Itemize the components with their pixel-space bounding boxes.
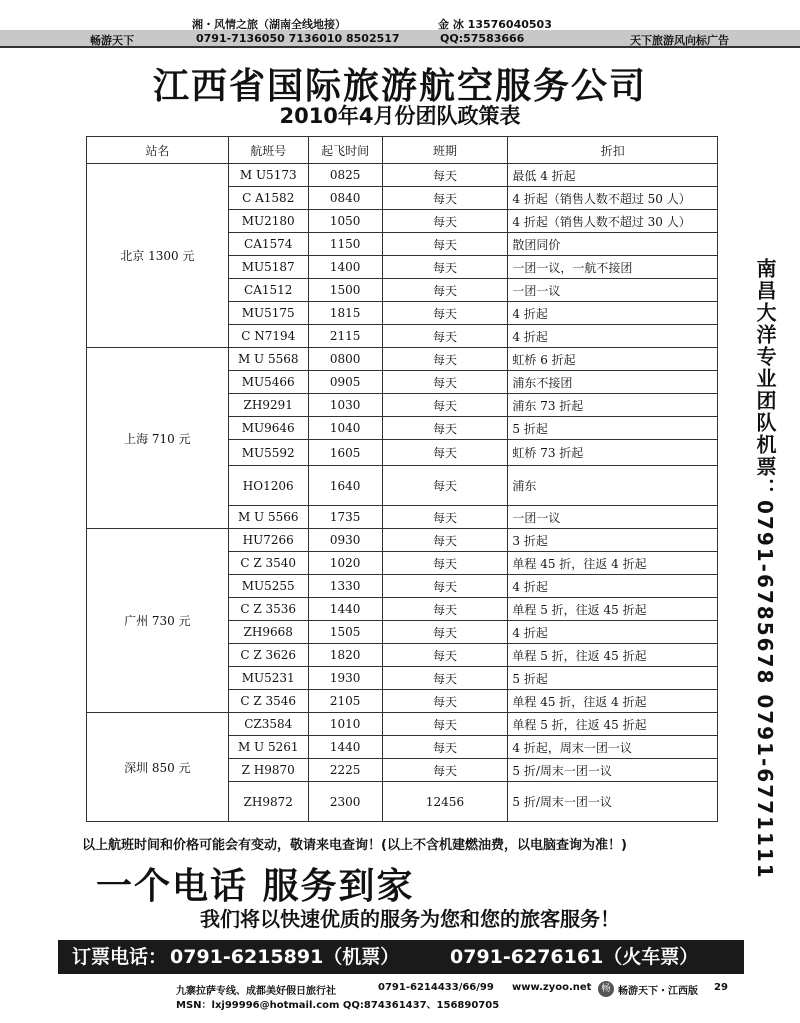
departure-time: 0905 bbox=[308, 371, 382, 394]
departure-time: 1050 bbox=[308, 210, 382, 233]
flight-number: M U 5566 bbox=[228, 506, 308, 529]
top-bar-contact: 金 冰 13576040503 bbox=[438, 18, 552, 31]
schedule-days: 每天 bbox=[382, 529, 508, 552]
footer-contact: MSN：lxj99996@hotmail.com QQ:874361437、156890705 bbox=[176, 1000, 500, 1011]
departure-time: 2225 bbox=[308, 759, 382, 782]
flight-number: ZH9872 bbox=[228, 782, 308, 822]
departure-time: 1440 bbox=[308, 736, 382, 759]
schedule-days: 每天 bbox=[382, 552, 508, 575]
departure-time: 1505 bbox=[308, 621, 382, 644]
discount-text: 4 折起（销售人数不超过 30 人） bbox=[508, 210, 718, 233]
departure-time: 1020 bbox=[308, 552, 382, 575]
table-row bbox=[87, 713, 718, 736]
flight-number: C Z 3536 bbox=[228, 598, 308, 621]
footer-website: www.zyoo.net bbox=[512, 982, 592, 993]
schedule-days: 每天 bbox=[382, 440, 508, 466]
schedule-days: 每天 bbox=[382, 302, 508, 325]
footer-phone: 0791-6214433/66/99 bbox=[378, 982, 494, 993]
discount-text: 5 折起 bbox=[508, 667, 718, 690]
schedule-days: 每天 bbox=[382, 644, 508, 667]
slogan-main: 一个电话 服务到家 bbox=[96, 866, 415, 907]
departure-time: 2300 bbox=[308, 782, 382, 822]
discount-text: 3 折起 bbox=[508, 529, 718, 552]
flight-number: MU5187 bbox=[228, 256, 308, 279]
departure-time: 1735 bbox=[308, 506, 382, 529]
discount-text: 单程 5 折，往返 45 折起 bbox=[508, 598, 718, 621]
discount-text: 散团同价 bbox=[508, 233, 718, 256]
departure-time: 0800 bbox=[308, 348, 382, 371]
schedule-days: 每天 bbox=[382, 210, 508, 233]
flight-number: MU5231 bbox=[228, 667, 308, 690]
flight-number: CA1512 bbox=[228, 279, 308, 302]
departure-time: 1440 bbox=[308, 598, 382, 621]
departure-time: 1500 bbox=[308, 279, 382, 302]
departure-time: 1930 bbox=[308, 667, 382, 690]
flight-number: MU5592 bbox=[228, 440, 308, 466]
table-body bbox=[87, 164, 718, 822]
schedule-days: 每天 bbox=[382, 759, 508, 782]
table-header-row bbox=[87, 137, 718, 164]
discount-text: 浦东 bbox=[508, 466, 718, 506]
page-number: 29 bbox=[714, 982, 728, 993]
flight-number: MU5255 bbox=[228, 575, 308, 598]
table-row bbox=[87, 164, 718, 187]
schedule-days: 每天 bbox=[382, 279, 508, 302]
departure-time: 0840 bbox=[308, 187, 382, 210]
top-bar-left-label: 畅游天下 bbox=[90, 34, 134, 47]
schedule-days: 每天 bbox=[382, 621, 508, 644]
schedule-days: 每天 bbox=[382, 690, 508, 713]
flight-number: M U 5568 bbox=[228, 348, 308, 371]
discount-text: 5 折/周末一团一议 bbox=[508, 782, 718, 822]
station-name: 深圳 850 元 bbox=[87, 713, 229, 822]
departure-time: 1815 bbox=[308, 302, 382, 325]
policy-table bbox=[86, 136, 718, 822]
discount-text: 一团一议 bbox=[508, 279, 718, 302]
discount-text: 单程 5 折，往返 45 折起 bbox=[508, 644, 718, 667]
flight-number: C Z 3540 bbox=[228, 552, 308, 575]
schedule-days: 每天 bbox=[382, 506, 508, 529]
station-name: 上海 710 元 bbox=[87, 348, 229, 529]
discount-text: 最低 4 折起 bbox=[508, 164, 718, 187]
flight-number: MU2180 bbox=[228, 210, 308, 233]
discount-text: 4 折起（销售人数不超过 50 人） bbox=[508, 187, 718, 210]
footer-agency: 九寨拉萨专线、成都美好假日旅行社 bbox=[176, 986, 336, 997]
discount-text: 4 折起 bbox=[508, 621, 718, 644]
header-discount: 折扣 bbox=[508, 137, 718, 164]
flight-number: ZH9668 bbox=[228, 621, 308, 644]
flight-number: CA1574 bbox=[228, 233, 308, 256]
departure-time: 1400 bbox=[308, 256, 382, 279]
schedule-days: 每天 bbox=[382, 233, 508, 256]
header-days: 班期 bbox=[382, 137, 508, 164]
discount-text: 4 折起，周末一团一议 bbox=[508, 736, 718, 759]
schedule-days: 每天 bbox=[382, 598, 508, 621]
schedule-days: 每天 bbox=[382, 187, 508, 210]
departure-time: 1030 bbox=[308, 394, 382, 417]
discount-text: 虹桥 73 折起 bbox=[508, 440, 718, 466]
departure-time: 2105 bbox=[308, 690, 382, 713]
schedule-days: 每天 bbox=[382, 164, 508, 187]
station-name: 北京 1300 元 bbox=[87, 164, 229, 348]
logo-icon: 畅 bbox=[598, 981, 614, 997]
flight-number: C N7194 bbox=[228, 325, 308, 348]
schedule-days: 每天 bbox=[382, 667, 508, 690]
discount-text: 单程 45 折，往返 4 折起 bbox=[508, 690, 718, 713]
schedule-days: 每天 bbox=[382, 325, 508, 348]
top-bar-center-line2: 0791-7136050 7136010 8502517 bbox=[196, 32, 400, 45]
flight-number: CZ3584 bbox=[228, 713, 308, 736]
schedule-days: 每天 bbox=[382, 713, 508, 736]
discount-text: 4 折起 bbox=[508, 325, 718, 348]
schedule-days: 每天 bbox=[382, 256, 508, 279]
top-bar-qq: QQ:57583666 bbox=[440, 32, 525, 45]
flight-number: MU9646 bbox=[228, 417, 308, 440]
departure-time: 1040 bbox=[308, 417, 382, 440]
booking-label: 订票电话： bbox=[72, 946, 168, 968]
departure-time: 0930 bbox=[308, 529, 382, 552]
header-flight: 航班号 bbox=[228, 137, 308, 164]
discount-text: 4 折起 bbox=[508, 575, 718, 598]
station-name: 广州 730 元 bbox=[87, 529, 229, 713]
flight-number: HU7266 bbox=[228, 529, 308, 552]
discount-text: 一团一议，一航不接团 bbox=[508, 256, 718, 279]
booking-phone-bar bbox=[58, 940, 744, 974]
table-row bbox=[87, 529, 718, 552]
departure-time: 1330 bbox=[308, 575, 382, 598]
flight-number: M U 5261 bbox=[228, 736, 308, 759]
discount-text: 浦东 73 折起 bbox=[508, 394, 718, 417]
departure-time: 1820 bbox=[308, 644, 382, 667]
flight-number: C Z 3626 bbox=[228, 644, 308, 667]
schedule-days: 每天 bbox=[382, 348, 508, 371]
flight-number: C Z 3546 bbox=[228, 690, 308, 713]
discount-text: 浦东不接团 bbox=[508, 371, 718, 394]
disclaimer-note: 以上航班时间和价格可能会有变动，敬请来电查询！(以上不含机建燃油费，以电脑查询为准！) bbox=[82, 838, 627, 853]
flight-number: MU5466 bbox=[228, 371, 308, 394]
schedule-days: 每天 bbox=[382, 466, 508, 506]
train-phone: 0791-6276161（火车票） bbox=[450, 946, 699, 968]
discount-text: 5 折/周末一团一议 bbox=[508, 759, 718, 782]
ticket-phone: 0791-6215891（机票） bbox=[170, 946, 400, 968]
flight-number: HO1206 bbox=[228, 466, 308, 506]
discount-text: 单程 45 折，往返 4 折起 bbox=[508, 552, 718, 575]
departure-time: 1010 bbox=[308, 713, 382, 736]
flight-number: M U5173 bbox=[228, 164, 308, 187]
discount-text: 虹桥 6 折起 bbox=[508, 348, 718, 371]
discount-text: 5 折起 bbox=[508, 417, 718, 440]
slogan-sub: 我们将以快速优质的服务为您和您的旅客服务！ bbox=[200, 907, 620, 931]
top-bar-right-label: 天下旅游风向标广告 bbox=[630, 34, 729, 47]
schedule-days: 每天 bbox=[382, 575, 508, 598]
page-subtitle: 2010年4月份团队政策表 bbox=[279, 104, 521, 128]
departure-time: 1150 bbox=[308, 233, 382, 256]
table-row bbox=[87, 348, 718, 371]
top-bar bbox=[0, 0, 800, 46]
discount-text: 一团一议 bbox=[508, 506, 718, 529]
header-time: 起飞时间 bbox=[308, 137, 382, 164]
schedule-days: 每天 bbox=[382, 417, 508, 440]
footer-edition: 畅游天下・江西版 bbox=[618, 986, 698, 997]
departure-time: 0825 bbox=[308, 164, 382, 187]
flight-number: Z H9870 bbox=[228, 759, 308, 782]
flight-number: ZH9291 bbox=[228, 394, 308, 417]
departure-time: 1605 bbox=[308, 440, 382, 466]
vertical-ad: 南昌大洋专业团队机票：0791-6785678 0791-6771111 bbox=[753, 258, 777, 880]
schedule-days: 12456 bbox=[382, 782, 508, 822]
schedule-days: 每天 bbox=[382, 371, 508, 394]
header-station: 站名 bbox=[87, 137, 229, 164]
departure-time: 2115 bbox=[308, 325, 382, 348]
departure-time: 1640 bbox=[308, 466, 382, 506]
top-bar-center-line1: 湘・风情之旅（湖南全线地接） bbox=[192, 18, 346, 31]
flight-number: MU5175 bbox=[228, 302, 308, 325]
schedule-days: 每天 bbox=[382, 736, 508, 759]
flight-number: C A1582 bbox=[228, 187, 308, 210]
discount-text: 4 折起 bbox=[508, 302, 718, 325]
page-title: 江西省国际旅游航空服务公司 bbox=[152, 66, 647, 107]
discount-text: 单程 5 折，往返 45 折起 bbox=[508, 713, 718, 736]
schedule-days: 每天 bbox=[382, 394, 508, 417]
